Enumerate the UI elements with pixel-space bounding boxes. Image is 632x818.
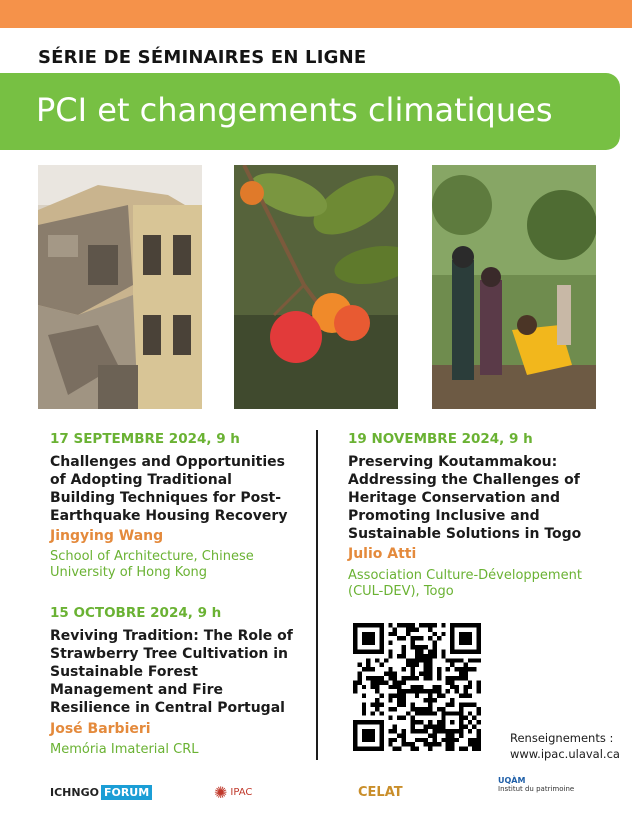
seminar-2-date: 15 OCTOBRE 2024, 9 h (50, 605, 222, 621)
strawberry-tree-photo (234, 165, 398, 409)
seminar-1-title: Challenges and Opportunities of Adopting Traditional Building Techniques for Post- Earthquake Housing Recovery (50, 454, 288, 524)
seminar-1-date: 17 SEPTEMBRE 2024, 9 h (50, 431, 240, 447)
seminar-1-affiliation: School of Architecture, Chinese University of Hong Kong (50, 549, 254, 580)
damaged-building-photo (38, 165, 202, 409)
uqam-institut-logo: UQÀM Institut du patrimoine (498, 776, 575, 793)
title-banner (0, 73, 620, 150)
series-heading: SÉRIE DE SÉMINAIRES EN LIGNE (38, 47, 367, 68)
seminar-1-speaker: Jingying Wang (50, 528, 164, 544)
qr-code-icon[interactable] (353, 623, 481, 751)
ipac-logo: ✺ IPAC (214, 782, 253, 802)
seminar-2-title: Reviving Tradition: The Role of Strawberry Tree Cultivation in Sustainable Forest Management and Fire Resilience in Central Portugal (50, 628, 293, 716)
seminar-2-affiliation: Memória Imaterial CRL (50, 742, 199, 757)
seminar-3-date: 19 NOVEMBRE 2024, 9 h (348, 431, 533, 447)
seminar-3-title: Preserving Koutammakou: Addressing the Challenges of Heritage Conservation and Promoting Inclusive and Sustainable Solutions in Togo (348, 454, 582, 542)
info-block (510, 730, 620, 762)
seminar-2-speaker: José Barbieri (50, 721, 151, 737)
planting-photo (432, 165, 596, 409)
ichngo-forum-logo: ICHNGO FORUM (50, 778, 152, 806)
seminar-3-affiliation: Association Culture-Développement (CUL-DEV), Togo (348, 568, 582, 599)
info-url[interactable]: www.ipac.ulaval.ca (510, 747, 620, 761)
celat-logo: CELAT (358, 784, 403, 800)
column-divider (316, 430, 318, 760)
top-accent-bar (0, 0, 632, 28)
seminar-3-speaker: Julio Atti (348, 546, 417, 562)
info-label: Renseignements : (510, 731, 614, 745)
page-title: PCI et changements climatiques (36, 91, 553, 129)
